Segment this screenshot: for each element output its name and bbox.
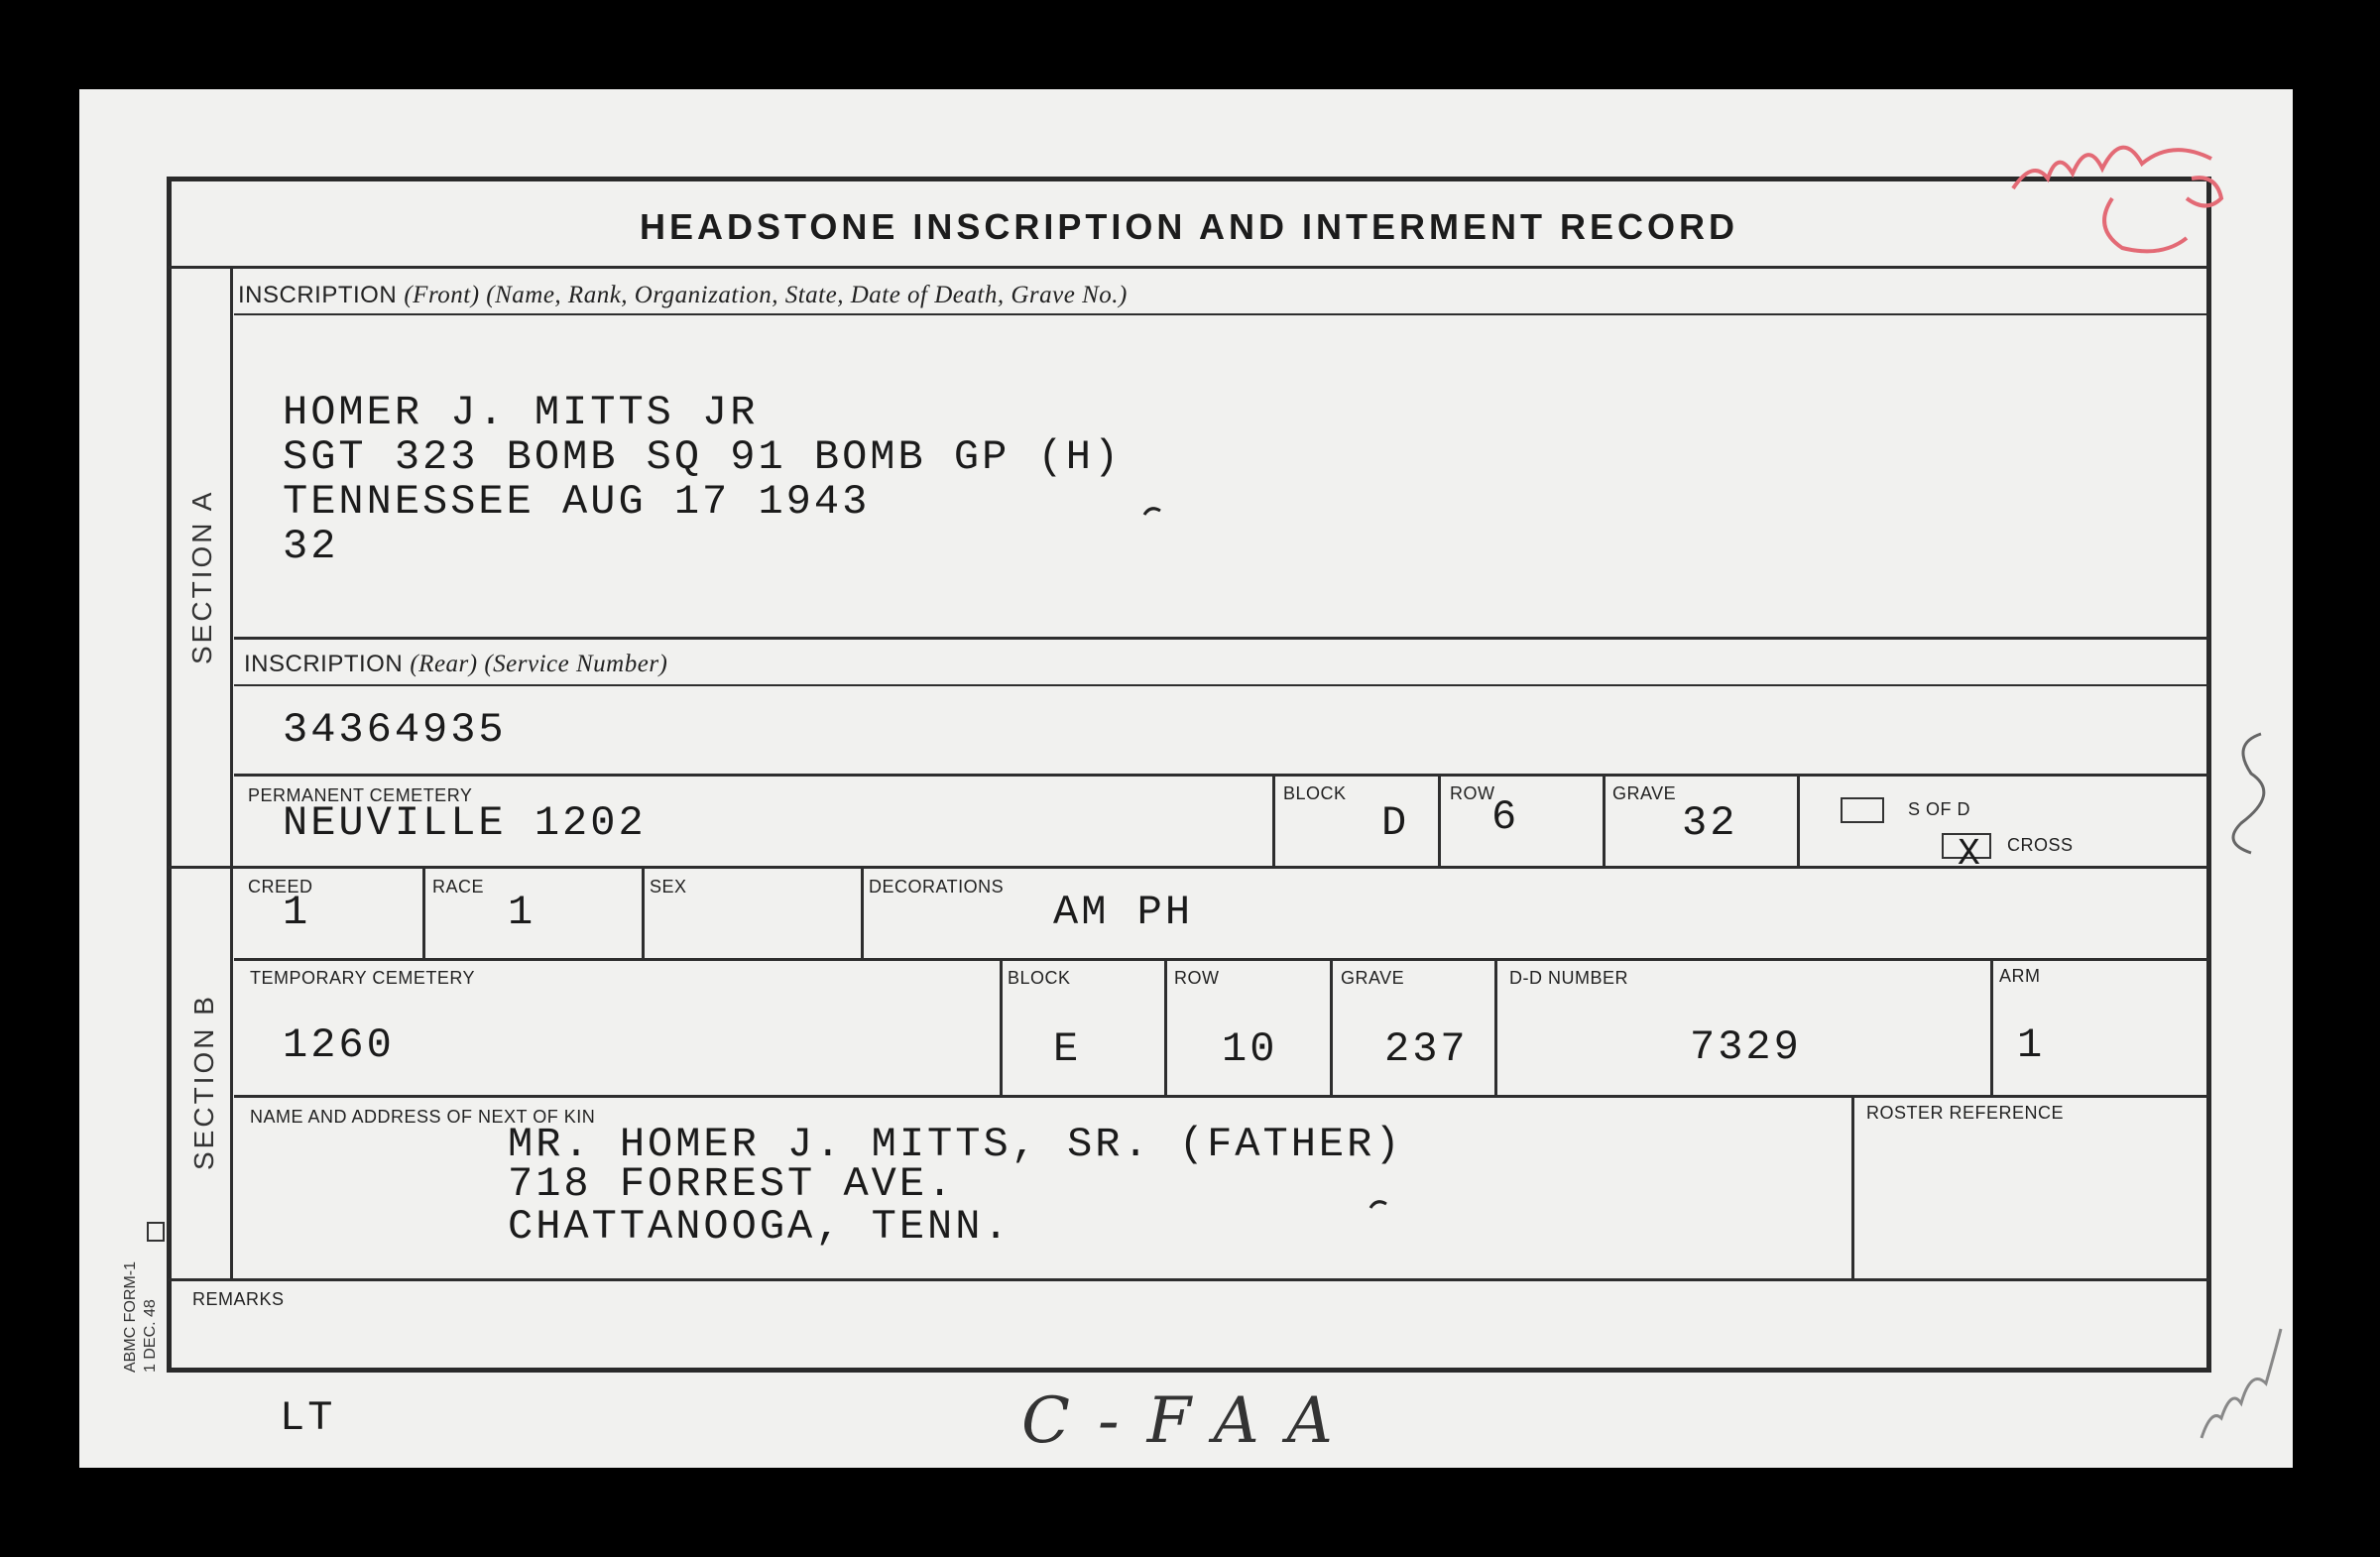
rule-temp-arm [1990, 960, 1993, 1096]
arm-label: ARM [1999, 966, 2041, 986]
decorations-label: DECORATIONS [869, 877, 1005, 897]
rule-creed [422, 868, 425, 959]
temporary-cemetery-value: 1260 [283, 1021, 395, 1069]
rule-title [169, 266, 2209, 269]
sofd-checkbox[interactable] [1841, 797, 1884, 823]
rule-temp-block [1000, 960, 1003, 1096]
temporary-grave-value: 237 [1384, 1025, 1469, 1073]
permanent-row-value: 6 [1491, 793, 1520, 841]
temporary-cemetery-label: TEMPORARY CEMETERY [250, 968, 476, 988]
rule-kin-bottom [169, 1278, 2209, 1281]
next-of-kin-line-1: MR. HOMER J. MITTS, SR. (FATHER) [508, 1121, 1403, 1168]
rear-label-text: INSCRIPTION [244, 651, 404, 677]
temporary-row-label: ROW [1174, 968, 1220, 988]
form-title: HEADSTONE INSCRIPTION AND INTERMENT RECORD [639, 206, 1739, 247]
cross-label: CROSS [2007, 835, 2074, 855]
pencil-initials [2182, 1289, 2291, 1458]
roster-reference-label: ROSTER REFERENCE [1866, 1103, 2065, 1123]
temporary-row-value: 10 [1222, 1025, 1278, 1073]
race-label: RACE [432, 877, 485, 897]
tick-mark-kin [1367, 1194, 1396, 1214]
creed-label: CREED [248, 877, 313, 897]
race-value: 1 [508, 889, 536, 936]
rule-temporary-bottom [234, 1095, 2209, 1098]
rule-section-column [230, 268, 233, 1279]
tick-mark-front [1140, 501, 1170, 521]
permanent-grave-value: 32 [1682, 799, 1738, 847]
remarks-label: REMARKS [192, 1289, 285, 1309]
rule-rear-label [234, 684, 2209, 686]
rule-roster [1851, 1097, 1854, 1279]
rear-label-italic: (Rear) (Service Number) [410, 651, 668, 677]
pencil-mark-right [2211, 714, 2291, 873]
permanent-block-value: D [1381, 799, 1410, 847]
front-label-italic: (Front) (Name, Rank, Organization, State, Date of Death, Grave No.) [404, 282, 1128, 308]
permanent-cemetery-value: NEUVILLE 1202 [283, 799, 647, 847]
red-pencil-mark [2003, 119, 2241, 268]
form-id: ABMC FORM-1 1 DEC. 48 [122, 1261, 159, 1373]
service-number: 34364935 [283, 706, 507, 754]
decorations-value: AM PH [1053, 889, 1194, 936]
permanent-block-label: BLOCK [1283, 783, 1347, 803]
rule-perm-grave [1603, 776, 1606, 867]
rule-sex [861, 868, 864, 959]
dd-number-value: 7329 [1690, 1023, 1802, 1071]
permanent-cemetery-label: PERMANENT CEMETERY [248, 785, 473, 805]
rule-temp-dd [1494, 960, 1497, 1096]
rule-perm-block [1272, 776, 1275, 867]
section-a-label: SECTION A [186, 489, 217, 664]
dd-number-label: D-D NUMBER [1509, 968, 1628, 988]
sofd-label: S OF D [1908, 799, 1971, 819]
front-label [238, 282, 1128, 309]
front-line-1: HOMER J. MITTS JR [283, 389, 759, 436]
rule-personal-bottom [234, 958, 2209, 961]
temporary-grave-label: GRAVE [1341, 968, 1405, 988]
rule-temp-row [1164, 960, 1167, 1096]
rule-temp-grave [1330, 960, 1333, 1096]
next-of-kin-label: NAME AND ADDRESS OF NEXT OF KIN [250, 1107, 596, 1127]
creed-value: 1 [283, 889, 311, 936]
footer-typed-code: LT [280, 1394, 336, 1442]
front-line-2: SGT 323 BOMB SQ 91 BOMB GP (H) [283, 433, 1123, 481]
temporary-block-value: E [1053, 1025, 1082, 1073]
rear-label [244, 651, 667, 678]
next-of-kin-line-3: CHATTANOOGA, TENN. [508, 1203, 1012, 1251]
front-line-3: TENNESSEE AUG 17 1943 [283, 478, 871, 526]
permanent-row-label: ROW [1450, 783, 1495, 803]
section-b-label: SECTION B [188, 994, 219, 1170]
footer-handwritten-code: C-FAA [1021, 1384, 1361, 1458]
permanent-grave-label: GRAVE [1612, 783, 1677, 803]
arm-value: 1 [2017, 1021, 2046, 1069]
rule-race [642, 868, 645, 959]
front-line-4: 32 [283, 523, 339, 570]
rule-perm-row [1438, 776, 1441, 867]
rule-section-a-b [169, 866, 2209, 869]
rule-front-label [234, 313, 2209, 315]
next-of-kin-line-2: 718 FORREST AVE. [508, 1160, 956, 1208]
form-id-checkbox [147, 1222, 165, 1242]
temporary-block-label: BLOCK [1008, 968, 1071, 988]
rule-front-bottom [234, 637, 2209, 640]
rule-perm-marker [1797, 776, 1800, 867]
cross-check-mark: X [1958, 833, 1983, 876]
front-label-text: INSCRIPTION [238, 282, 398, 308]
sex-label: SEX [650, 877, 687, 897]
rule-rear-bottom [234, 774, 2209, 777]
